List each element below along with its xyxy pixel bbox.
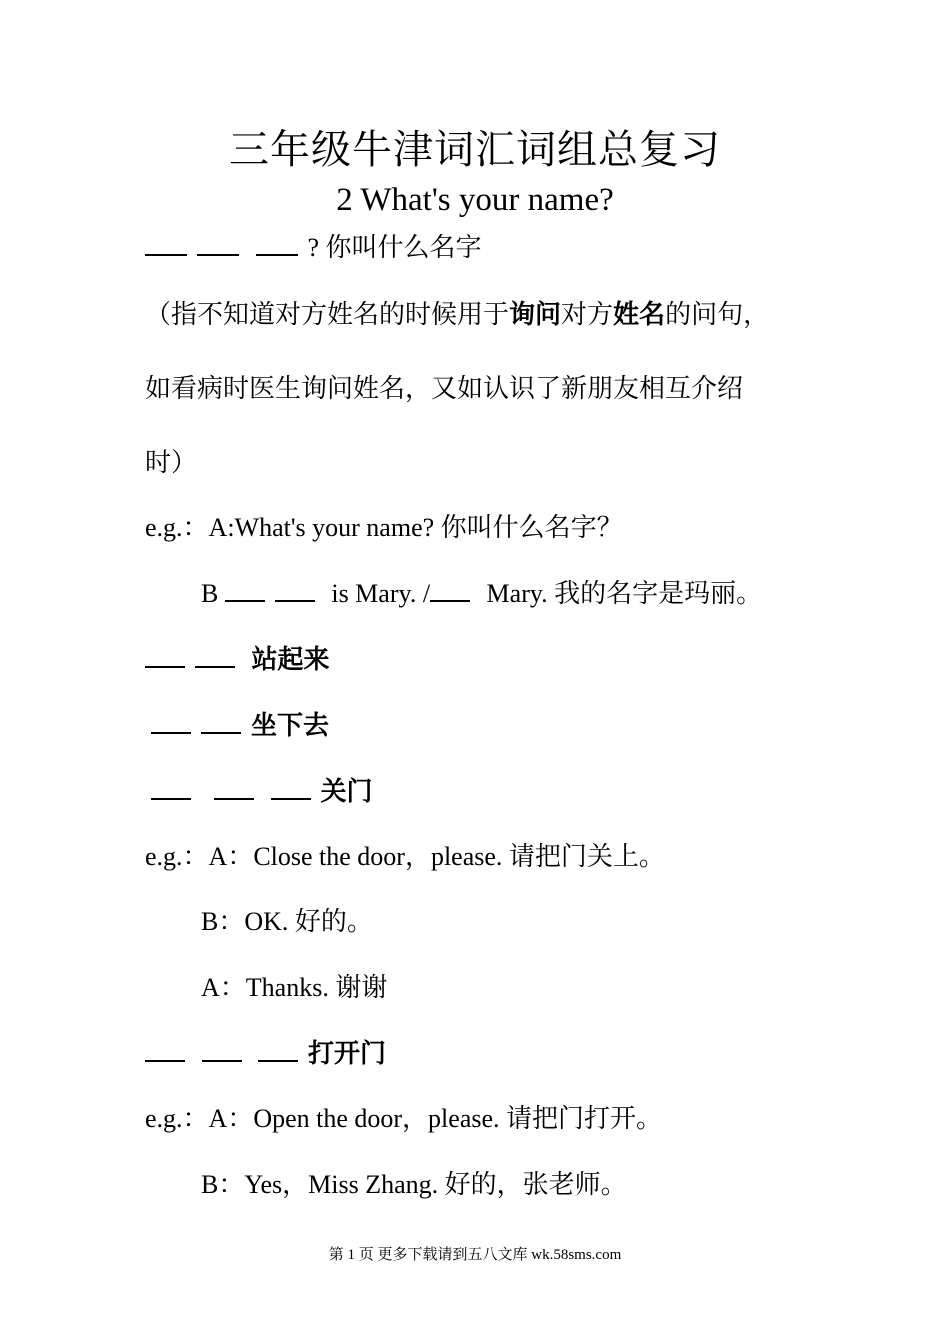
answer-blank bbox=[430, 576, 470, 602]
answer-blank bbox=[256, 230, 298, 256]
phrase-meaning: 关门 bbox=[320, 777, 373, 806]
example-2-c: A：Thanks. 谢谢 bbox=[201, 973, 388, 1002]
note-line-2: 如看病时医生询问姓名，又如认识了新朋友相互介绍 bbox=[145, 374, 744, 403]
answer-blank bbox=[151, 708, 191, 734]
answer-blank bbox=[145, 642, 185, 668]
question-line bbox=[145, 230, 482, 266]
answer-blank bbox=[195, 642, 235, 668]
example-3-b: B：Yes，Miss Zhang. 好的，张老师。 bbox=[201, 1170, 627, 1199]
answer-blank bbox=[145, 230, 187, 256]
example-2-a: e.g.：A：Close the door，please. 请把门关上。 bbox=[145, 842, 665, 871]
answer-blank bbox=[202, 1036, 242, 1062]
note-line-3: 时） bbox=[145, 448, 198, 477]
example-text: is Mary. / bbox=[331, 579, 431, 608]
note-emphasis-name: 姓名 bbox=[613, 300, 666, 329]
answer-blank bbox=[197, 230, 239, 256]
example-3-a: e.g.：A：Open the door，please. 请把门打开。 bbox=[145, 1104, 663, 1133]
page-footer: 第 1 页 更多下载请到五八文库 wk.58sms.com bbox=[328, 1247, 622, 1263]
phrase-meaning: 站起来 bbox=[251, 645, 330, 674]
phrase-meaning: 打开门 bbox=[308, 1039, 387, 1068]
speaker-label: B bbox=[201, 579, 219, 608]
example-text: Mary. 我的名字是玛丽。 bbox=[486, 579, 763, 608]
note-emphasis-ask: 询问 bbox=[509, 300, 562, 329]
answer-blank bbox=[275, 576, 315, 602]
phrase-stand-up bbox=[145, 642, 330, 678]
answer-blank bbox=[225, 576, 265, 602]
phrase-meaning: 坐下去 bbox=[251, 711, 330, 740]
phrase-sit-down bbox=[151, 708, 329, 744]
example-1-b bbox=[201, 576, 762, 612]
note-text: 对方 bbox=[561, 300, 614, 329]
question-text: ? 你叫什么名字 bbox=[307, 233, 482, 262]
answer-blank bbox=[258, 1036, 298, 1062]
page-subtitle: 2 What's your name? bbox=[336, 182, 614, 218]
note-line-1 bbox=[145, 297, 769, 333]
phrase-close-door bbox=[151, 774, 373, 810]
page-title: 三年级牛津词汇词组总复习 bbox=[229, 127, 721, 172]
answer-blank bbox=[214, 774, 254, 800]
answer-blank bbox=[151, 774, 191, 800]
answer-blank bbox=[201, 708, 241, 734]
note-text: （指不知道对方姓名的时候用于 bbox=[145, 300, 510, 329]
example-1-a: e.g.：A:What's your name? 你叫什么名字？ bbox=[145, 513, 623, 542]
phrase-open-door bbox=[145, 1036, 386, 1072]
answer-blank bbox=[145, 1036, 185, 1062]
note-text: 的问句， bbox=[665, 300, 770, 329]
example-2-b: B：OK. 好的。 bbox=[201, 907, 373, 936]
answer-blank bbox=[271, 774, 311, 800]
